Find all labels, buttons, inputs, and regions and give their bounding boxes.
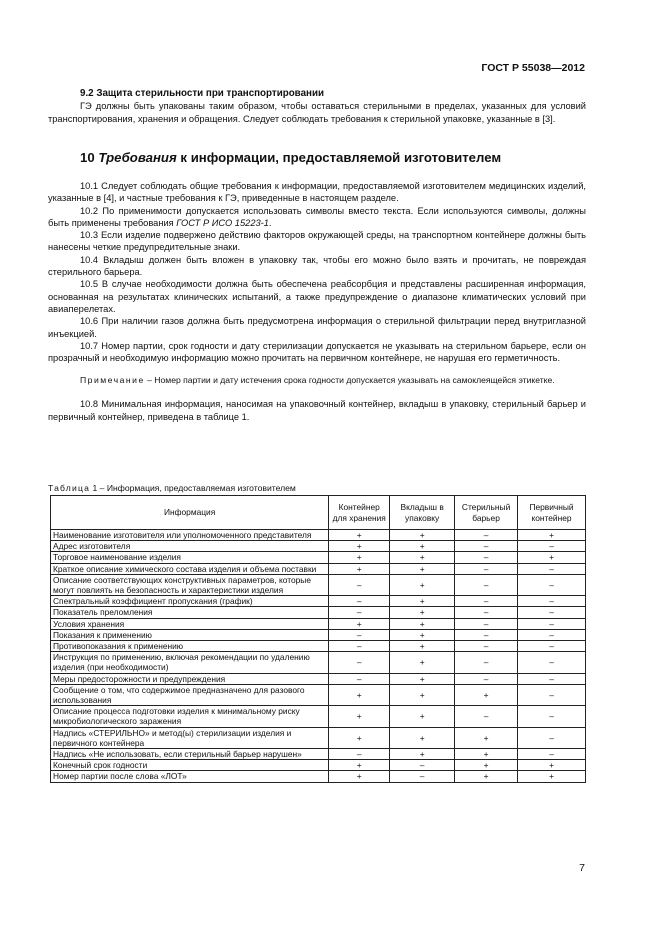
table-cell-mark: + <box>329 563 390 574</box>
table-cell-mark: – <box>518 563 586 574</box>
table-caption-text: 1 – Информация, предоставляемая изготовителем <box>90 483 296 493</box>
table-cell-mark: + <box>455 771 518 782</box>
table-row <box>51 629 586 640</box>
paragraph-10-7: 10.7 Номер партии, срок годности и дату стерилизации допускается не указывать на стерильном барьере, если он прозрачный и необходимую информацию можно прочитать на первичном контейнере, не нарушая его герметичность. <box>48 340 586 364</box>
table-cell-info: Описание соответствующих конструктивных параметров, которые могут повлиять на безопасность и характеристики изделия <box>51 574 329 595</box>
info-table <box>50 495 586 783</box>
header-storage-container: Контейнер для хранения <box>329 496 390 530</box>
table-cell-mark: + <box>390 607 455 618</box>
table-cell-mark: + <box>390 530 455 541</box>
paragraph-10-3: 10.3 Если изделие подвержено действию факторов окружающей среды, на транспортном контейнере должны быть нанесены четкие предупредительные знаки. <box>48 230 586 253</box>
table-cell-mark: – <box>455 607 518 618</box>
table-row <box>51 760 586 771</box>
table-cell-mark: + <box>390 596 455 607</box>
table-cell-mark: + <box>390 541 455 552</box>
table-cell-mark: – <box>518 684 586 705</box>
table-cell-mark: – <box>329 673 390 684</box>
table-cell-mark: – <box>390 760 455 771</box>
table-cell-mark: – <box>455 706 518 727</box>
paragraph-10-4: 10.4 Вкладыш должен быть вложен в упаковку так, чтобы его можно было взять и прочитать, не повреждая стерильного барьера. <box>48 254 586 278</box>
paragraph-10-2-end: . <box>268 217 272 228</box>
table-cell-mark: – <box>329 749 390 760</box>
table-cell-info: Номер партии после слова «ЛОТ» <box>51 771 329 782</box>
table-cell-mark: – <box>518 727 586 748</box>
paragraph-10-2-text: 10.2 По применимости допускается использовать символы вместо текста. Если используются символы, должны быть применены требования <box>48 205 586 228</box>
header-package-insert: Вкладыш в упаковку <box>390 496 455 530</box>
table-cell-mark: – <box>518 706 586 727</box>
table-cell-mark: – <box>455 574 518 595</box>
table-cell-mark: + <box>329 541 390 552</box>
table-cell-mark: + <box>390 552 455 563</box>
section-9-2-title: 9.2 Защита стерильности при транспортировании <box>80 88 324 99</box>
header-info: Информация <box>51 496 329 530</box>
table-row <box>51 652 586 673</box>
table-cell-mark: – <box>329 607 390 618</box>
table-cell-mark: – <box>329 574 390 595</box>
table-cell-info: Спектральный коэффициент пропускания (график) <box>51 596 329 607</box>
table-cell-info: Показатель преломления <box>51 607 329 618</box>
table-row <box>51 541 586 552</box>
table-caption-label: Таблица <box>48 483 91 493</box>
table-cell-info: Краткое описание химического состава изделия и объема поставки <box>51 563 329 574</box>
table-cell-mark: – <box>390 771 455 782</box>
table-cell-info: Надпись «СТЕРИЛЬНО» и метод(ы) стерилизации изделия и первичного контейнера <box>51 727 329 748</box>
table-row <box>51 607 586 618</box>
table-body <box>51 530 586 783</box>
table-cell-mark: + <box>455 749 518 760</box>
table-cell-mark: – <box>518 749 586 760</box>
table-row <box>51 641 586 652</box>
table-cell-mark: + <box>390 706 455 727</box>
table-header-row <box>51 496 586 530</box>
table-cell-mark: – <box>518 652 586 673</box>
table-cell-info: Надпись «Не использовать, если стерильный барьер нарушен» <box>51 749 329 760</box>
table-cell-mark: + <box>518 760 586 771</box>
table-row <box>51 574 586 595</box>
note-label: Примечание <box>80 375 145 386</box>
table-row <box>51 749 586 760</box>
page-number: 7 <box>579 862 585 874</box>
table-cell-mark: + <box>455 760 518 771</box>
table-cell-mark: – <box>329 641 390 652</box>
paragraph-10-8: 10.8 Минимальная информация, наносимая на упаковочный контейнер, вкладыш в упаковку, стерильный барьер и первичный контейнер, приведена в таблице 1. <box>48 399 586 422</box>
table-row <box>51 727 586 748</box>
section-9-2 <box>48 88 586 125</box>
table-cell-mark: + <box>390 641 455 652</box>
table-cell-mark: – <box>518 618 586 629</box>
table-row <box>51 530 586 541</box>
table-cell-mark: – <box>518 607 586 618</box>
table-cell-info: Конечный срок годности <box>51 760 329 771</box>
table-cell-mark: + <box>329 530 390 541</box>
table-cell-mark: – <box>455 552 518 563</box>
paragraph-10-2 <box>48 205 586 230</box>
table-cell-mark: – <box>455 530 518 541</box>
table-cell-info: Наименование изготовителя или уполномоченного представителя <box>51 530 329 541</box>
table-cell-info: Сообщение о том, что содержимое предназначено для разового использования <box>51 684 329 705</box>
table-row <box>51 771 586 782</box>
table-cell-info: Меры предосторожности и предупреждения <box>51 673 329 684</box>
table-cell-mark: + <box>390 727 455 748</box>
table-cell-mark: + <box>329 706 390 727</box>
table-cell-mark: – <box>518 673 586 684</box>
table-cell-mark: + <box>329 618 390 629</box>
table-cell-mark: + <box>329 727 390 748</box>
paragraph-10-2-reference: ГОСТ Р ИСО 15223-1 <box>176 217 269 228</box>
table-cell-mark: – <box>455 652 518 673</box>
table-cell-mark: – <box>455 641 518 652</box>
note-text: – Номер партии и дату истечения срока годности допускается указывать на самоклеящейся этикетке. <box>144 375 555 386</box>
table-cell-mark: – <box>455 541 518 552</box>
table-row <box>51 684 586 705</box>
table-cell-info: Противопоказания к применению <box>51 641 329 652</box>
table-cell-mark: – <box>518 596 586 607</box>
table-cell-mark: + <box>455 684 518 705</box>
table-cell-mark: + <box>390 563 455 574</box>
section-9-2-text: ГЭ должны быть упакованы таким образом, чтобы оставаться стерильными в пределах, указанных для условий транспортирования, хранения и обращения. Следует соблюдать требования к стерильной упаковке, указанные в [3]. <box>48 101 586 124</box>
table-cell-mark: – <box>455 629 518 640</box>
table-cell-info: Инструкция по применению, включая рекомендации по удалению изделия (при необходимости) <box>51 652 329 673</box>
header-primary-container: Первичный контейнер <box>518 496 586 530</box>
table-cell-mark: + <box>390 684 455 705</box>
table-cell-mark: + <box>518 771 586 782</box>
section-10-body <box>48 180 586 423</box>
table-row <box>51 563 586 574</box>
table-cell-mark: + <box>390 749 455 760</box>
table-cell-mark: – <box>455 673 518 684</box>
table-cell-mark: + <box>390 652 455 673</box>
paragraph-10-1: 10.1 Следует соблюдать общие требования к информации, предоставляемой изготовителем медицинских изделий, указанные в [4], и частные требования к ГЭ, приведенные в настоящем разделе. <box>48 181 586 204</box>
table-row <box>51 596 586 607</box>
table-cell-info: Торговое наименование изделия <box>51 552 329 563</box>
section-10-number: 10 <box>80 150 99 165</box>
paragraph-10-5: 10.5 В случае необходимости должна быть обеспечена реабсорбция и представлены расширенная информация, основанная на результатах клинических испытаний, а также предупреждение о диапазоне климатических условий при авиаперелетах. <box>48 279 586 314</box>
header-sterile-barrier: Стерильный барьер <box>455 496 518 530</box>
paragraph-10-6: 10.6 При наличии газов должна быть предусмотрена информация о стерильной фильтрации перед внутриглазной инъекцией. <box>48 316 586 339</box>
table-cell-mark: – <box>455 596 518 607</box>
table-cell-mark: + <box>329 771 390 782</box>
section-10-title-italic: Требования <box>98 150 177 165</box>
table-cell-mark: + <box>329 552 390 563</box>
section-10-title-rest: к информации, предоставляемой изготовителем <box>176 150 502 165</box>
table-cell-mark: – <box>329 596 390 607</box>
table-cell-mark: + <box>390 673 455 684</box>
table-cell-mark: – <box>518 641 586 652</box>
table-row <box>51 618 586 629</box>
standard-number: ГОСТ Р 55038—2012 <box>481 62 585 74</box>
table-cell-info: Описание процесса подготовки изделия к минимальному риску микробиологического заражения <box>51 706 329 727</box>
section-10-title <box>80 150 501 165</box>
table-cell-mark: + <box>390 574 455 595</box>
table-caption <box>48 483 296 493</box>
table-cell-mark: + <box>329 760 390 771</box>
table-row <box>51 552 586 563</box>
table-cell-mark: + <box>455 727 518 748</box>
table-cell-mark: – <box>518 541 586 552</box>
table-cell-mark: + <box>518 552 586 563</box>
table-cell-mark: – <box>455 618 518 629</box>
note <box>48 374 586 386</box>
table-cell-mark: – <box>518 629 586 640</box>
table-cell-mark: + <box>390 629 455 640</box>
table-row <box>51 706 586 727</box>
table-cell-mark: + <box>390 618 455 629</box>
table-cell-info: Показания к применению <box>51 629 329 640</box>
table-cell-mark: – <box>329 629 390 640</box>
table-cell-mark: + <box>329 684 390 705</box>
table-cell-info: Условия хранения <box>51 618 329 629</box>
table-cell-mark: – <box>455 563 518 574</box>
table-cell-info: Адрес изготовителя <box>51 541 329 552</box>
table-row <box>51 673 586 684</box>
table-cell-mark: + <box>518 530 586 541</box>
table-cell-mark: – <box>329 652 390 673</box>
table-cell-mark: – <box>518 574 586 595</box>
